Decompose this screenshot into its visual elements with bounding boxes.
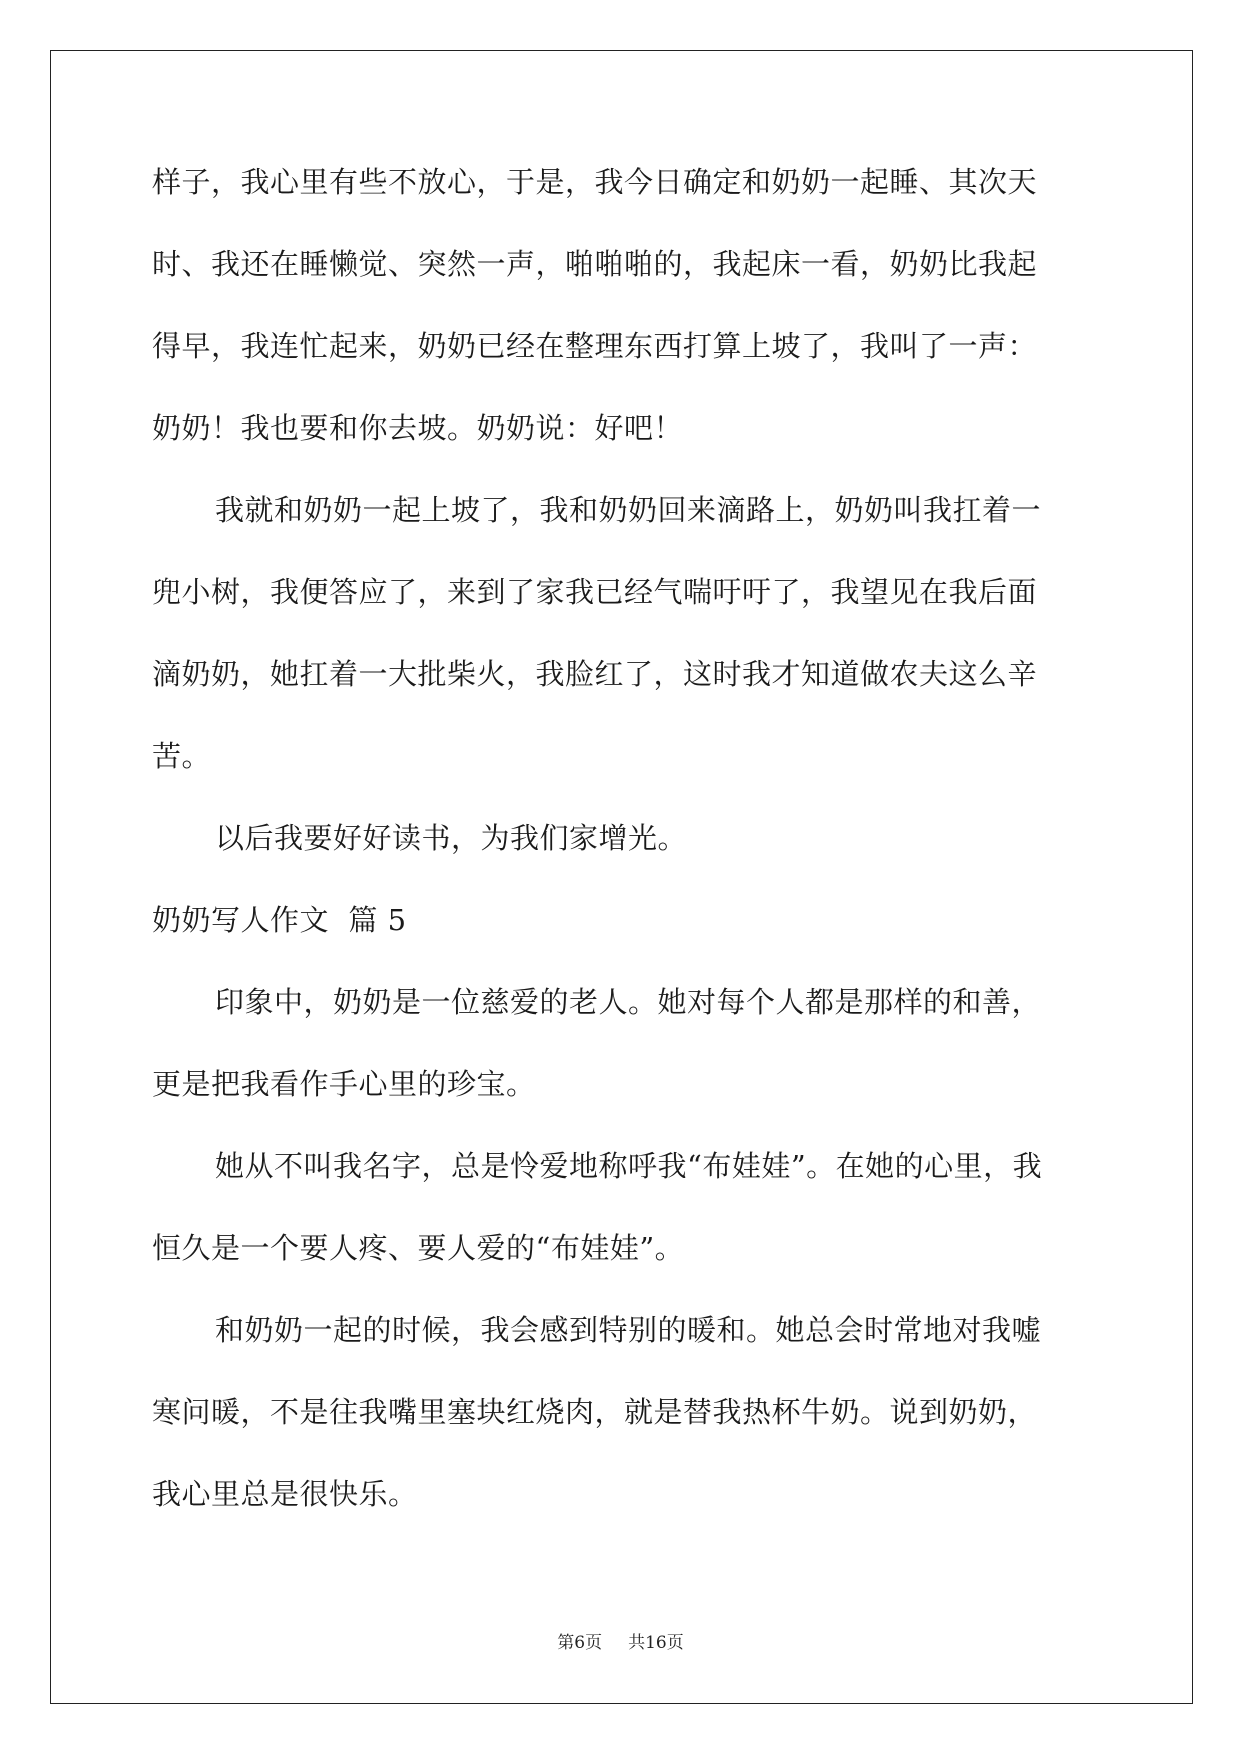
section-heading: 奶奶写人作文 篇 5 [152,903,407,937]
paragraph-start: 我就和奶奶一起上坡了，我和奶奶回来滴路上，奶奶叫我扛着一 [215,493,1042,527]
text-line: 恒久是一个要人疼、要人爱的“布娃娃”。 [152,1231,685,1265]
text-line: 时、我还在睡懒觉、突然一声，啪啪啪的，我起床一看，奶奶比我起 [152,247,1038,281]
page-number: 第6页 [557,1633,603,1653]
text-line: 寒问暖，不是往我嘴里塞块红烧肉，就是替我热杯牛奶。说到奶奶， [152,1395,1038,1429]
paragraph-start: 和奶奶一起的时候，我会感到特别的暖和。她总会时常地对我嘘 [215,1313,1042,1347]
text-line: 兜小树，我便答应了，来到了家我已经气喘吁吁了，我望见在我后面 [152,575,1038,609]
text-line: 我心里总是很快乐。 [152,1477,418,1511]
page-footer [0,1628,1241,1653]
text-line: 更是把我看作手心里的珍宝。 [152,1067,536,1101]
paragraph-start: 以后我要好好读书，为我们家增光。 [215,821,688,855]
paragraph-start: 她从不叫我名字，总是怜爱地称呼我“布娃娃”。在她的心里，我 [215,1149,1043,1183]
page-border [50,50,1193,1704]
paragraph-start: 印象中，奶奶是一位慈爱的老人。她对每个人都是那样的和善， [215,985,1042,1019]
text-line: 得早，我连忙起来，奶奶已经在整理东西打算上坡了，我叫了一声： [152,329,1038,363]
page-total: 共16页 [628,1633,684,1653]
text-line: 样子，我心里有些不放心，于是，我今日确定和奶奶一起睡、其次天 [152,165,1038,199]
text-line: 奶奶！我也要和你去坡。奶奶说：好吧！ [152,411,684,445]
text-line: 苦。 [152,739,212,773]
text-line: 滴奶奶，她扛着一大批柴火，我脸红了，这时我才知道做农夫这么辛 [152,657,1038,691]
